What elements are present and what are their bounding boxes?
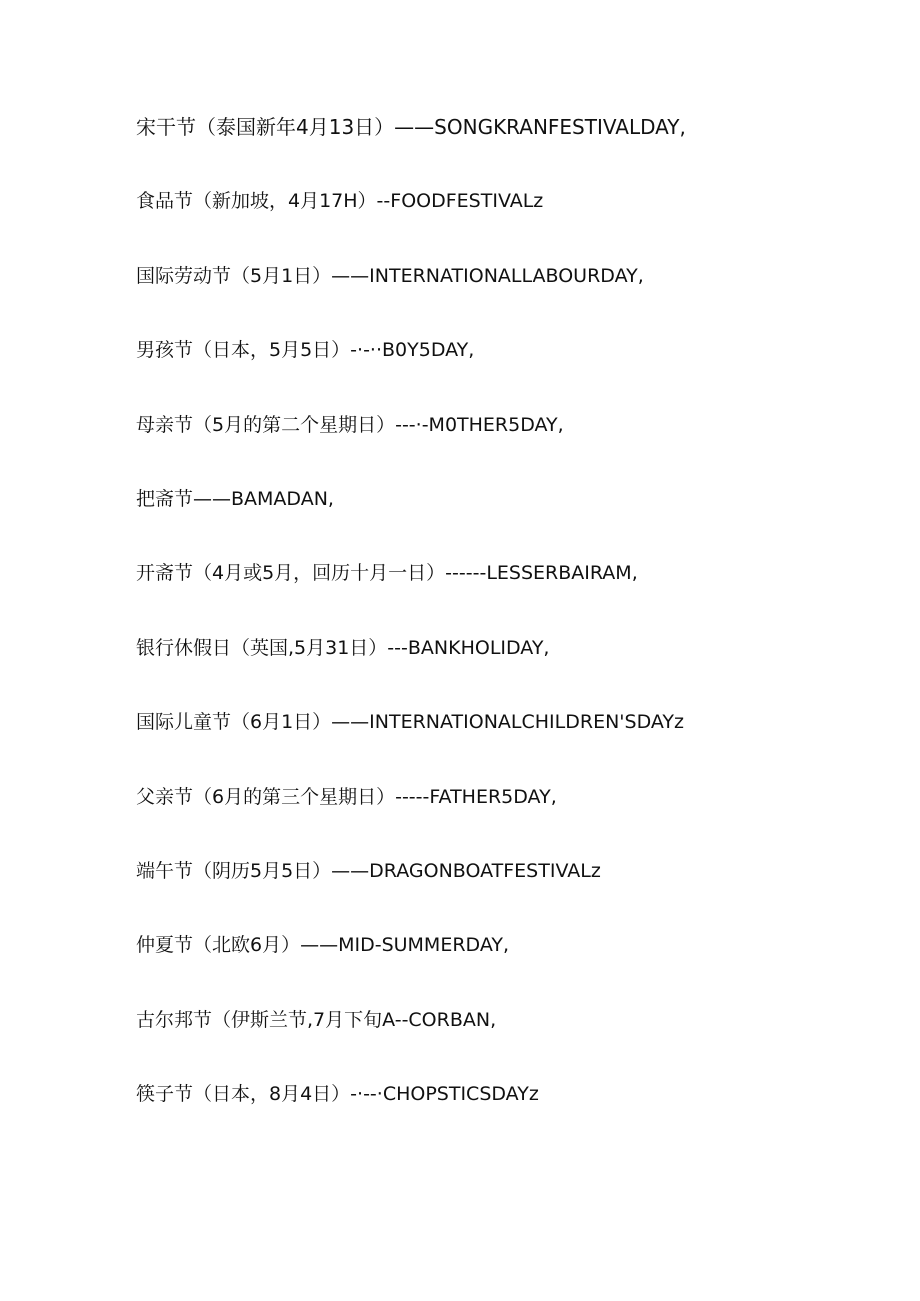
festival-line-text: 端午节（阴历5月5日）——DRAGONBOATFESTIVALz xyxy=(136,859,601,882)
festival-line xyxy=(136,110,876,184)
festival-line xyxy=(136,408,876,482)
festival-line-text: 筷子节（日本，8月4日）-·--·CHOPSTICSDAYz xyxy=(136,1083,539,1106)
festival-line xyxy=(136,705,876,779)
festival-line xyxy=(136,1077,876,1151)
festival-line xyxy=(136,333,876,407)
festival-line-text: 开斋节（4月或5月，回历十月一日）------LESSERBAIRAM, xyxy=(136,562,638,585)
festival-line-text: 银行休假日（英国,5月31日）---BANKHOLIDAY, xyxy=(136,636,550,659)
festival-line-text: 仲夏节（北欧6月）——MID-SUMMERDAY, xyxy=(136,934,509,957)
festival-line-text: 宋干节（泰国新年4月13日）——SONGKRANFESTIVALDAY, xyxy=(136,115,686,139)
festival-line-text: 国际劳动节（5月1日）——INTERNATIONALLABOURDAY, xyxy=(136,264,644,287)
festival-line xyxy=(136,928,876,1002)
festival-line xyxy=(136,482,876,556)
festival-line-text: 男孩节（日本，5月5日）-·-··B0Y5DAY, xyxy=(136,339,475,362)
festival-line-text: 古尔邦节（伊斯兰节,7月下旬A--CORBAN, xyxy=(136,1008,497,1031)
festival-line xyxy=(136,1003,876,1077)
festival-list xyxy=(136,110,876,1151)
festival-line-text: 父亲节（6月的第三个星期日）-----FATHER5DAY, xyxy=(136,785,557,808)
festival-line xyxy=(136,556,876,630)
festival-line xyxy=(136,184,876,258)
festival-line-text: 母亲节（5月的第二个星期日）---·-M0THER5DAY, xyxy=(136,413,564,436)
festival-line-text: 把斋节——BAMADAN, xyxy=(136,487,334,510)
festival-line xyxy=(136,854,876,928)
festival-line xyxy=(136,631,876,705)
festival-line xyxy=(136,780,876,854)
festival-line-text: 国际儿童节（6月1日）——INTERNATIONALCHILDREN'SDAYz xyxy=(136,711,684,734)
festival-line-text: 食品节（新加坡，4月17H）--FOODFESTIVALz xyxy=(136,190,544,213)
festival-line xyxy=(136,259,876,333)
